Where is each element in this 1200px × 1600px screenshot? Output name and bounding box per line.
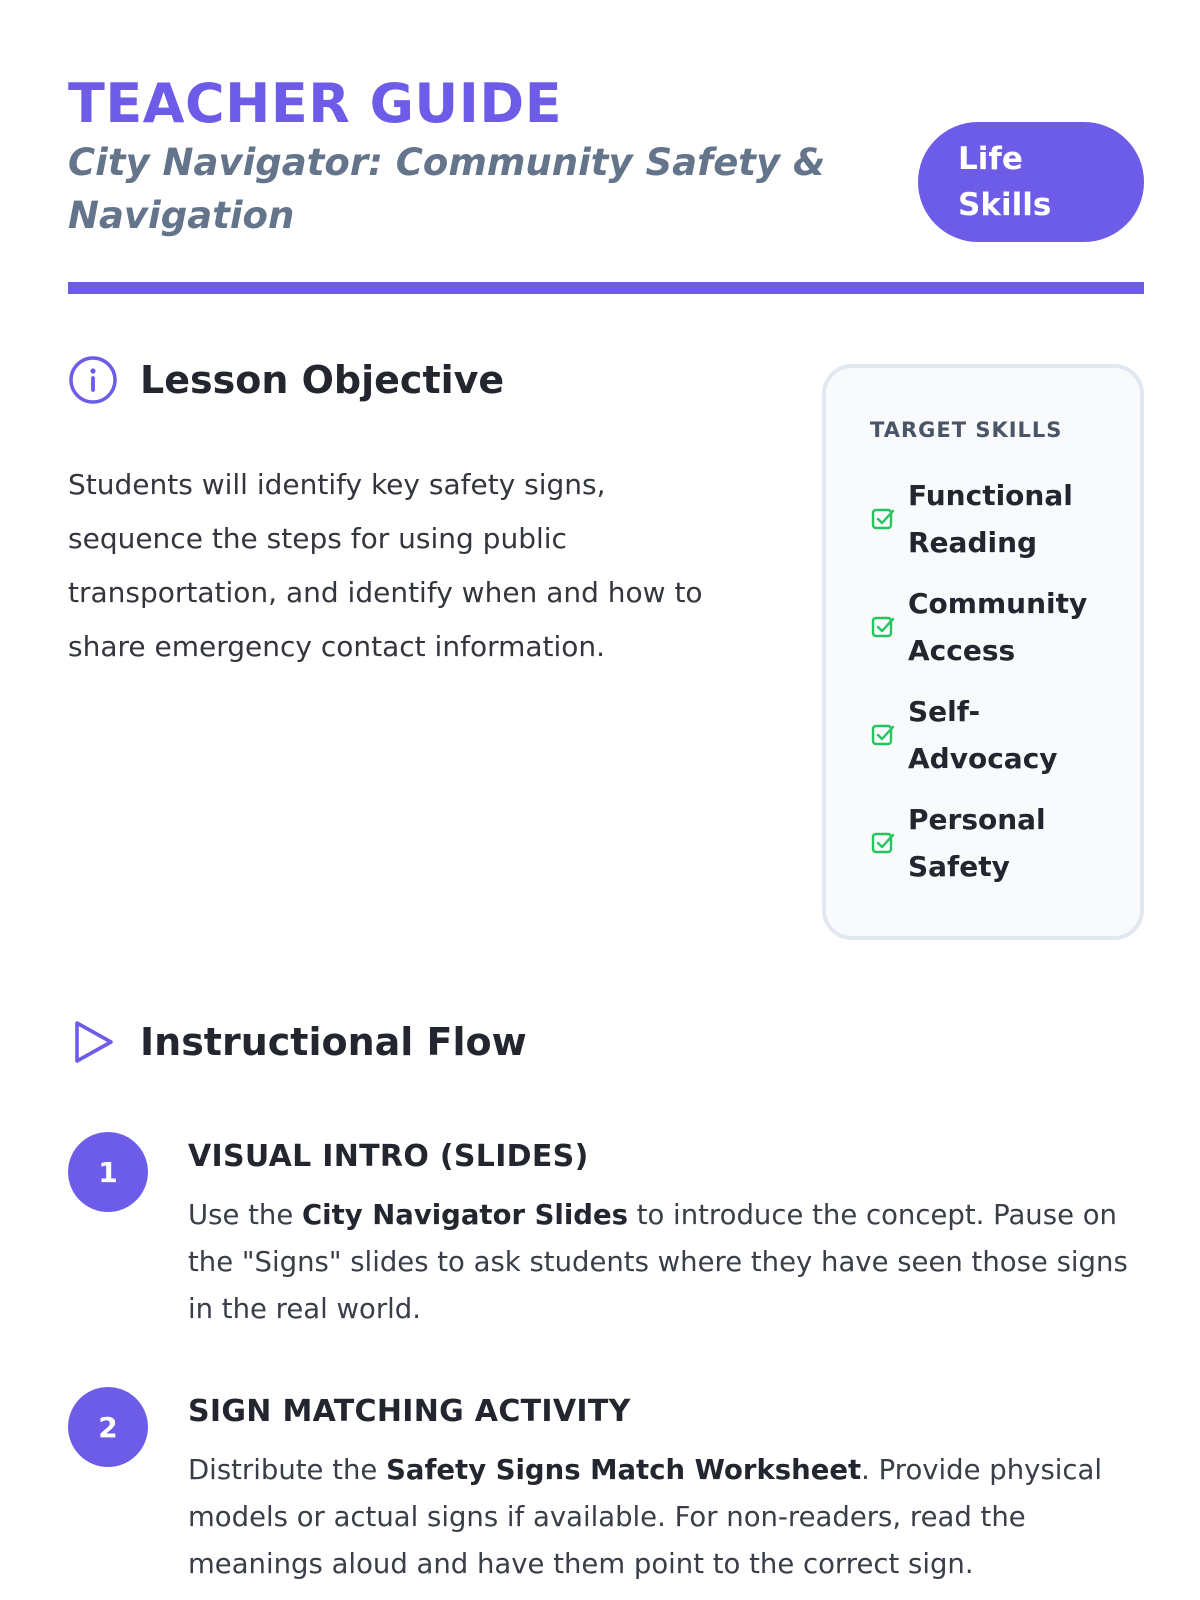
step-text-after: . Provide physical models or actual signs if available. For non-readers, read the meanings aloud and have them point to the correct sign. [188, 1454, 1103, 1580]
check-square-icon [870, 506, 896, 532]
objective-text: Students will identify key safety signs, sequence the steps for using public transportation, and identify when and how to share emergency contact information. [68, 468, 703, 663]
step-description [188, 1192, 1144, 1333]
skill-item [870, 688, 1120, 782]
instructional-flow-heading [68, 1014, 527, 1070]
step-number-badge: 2 [68, 1387, 148, 1467]
step-text-after: to introduce the concept. Pause on the "Signs" slides to ask students where they have seen those signs in the real world. [188, 1199, 1128, 1325]
guide-header [68, 66, 1144, 296]
info-circle-icon [68, 355, 118, 405]
step-text-before: Distribute the [188, 1454, 387, 1486]
skill-label: Functional Reading [908, 479, 1073, 559]
skill-label: Self-Advocacy [908, 695, 1058, 775]
step-number-badge: 1 [68, 1132, 148, 1212]
skill-item [870, 472, 1120, 566]
step-description [188, 1447, 1144, 1588]
check-square-icon [870, 830, 896, 856]
objective-heading-label: Lesson Objective [140, 358, 505, 402]
objective-heading [68, 352, 504, 408]
lesson-subtitle: City Navigator: Community Safety & Navigation [68, 141, 826, 237]
category-badge-label: Life Skills [958, 141, 1052, 223]
check-square-icon [870, 614, 896, 640]
step-resource-name: Safety Signs Match Worksheet [386, 1454, 862, 1486]
teacher-guide-page [68, 0, 1144, 1600]
play-icon [68, 1017, 118, 1067]
header-divider [68, 282, 1144, 294]
skill-item [870, 580, 1120, 674]
instructional-flow-heading-label: Instructional Flow [140, 1020, 527, 1064]
step-title: SIGN MATCHING ACTIVITY [188, 1394, 631, 1429]
check-square-icon [870, 722, 896, 748]
target-skills-title: TARGET SKILLS [870, 418, 1063, 442]
target-skills-card [822, 364, 1144, 940]
page-title: TEACHER GUIDE [68, 72, 563, 135]
skill-label: Personal Safety [908, 803, 1046, 883]
step-resource-name: City Navigator Slides [302, 1199, 628, 1231]
step-title: VISUAL INTRO (SLIDES) [188, 1139, 589, 1174]
category-badge [918, 122, 1144, 242]
skill-item [870, 796, 1120, 890]
skill-label: Community Access [908, 587, 1088, 667]
step-text-before: Use the [188, 1199, 302, 1231]
